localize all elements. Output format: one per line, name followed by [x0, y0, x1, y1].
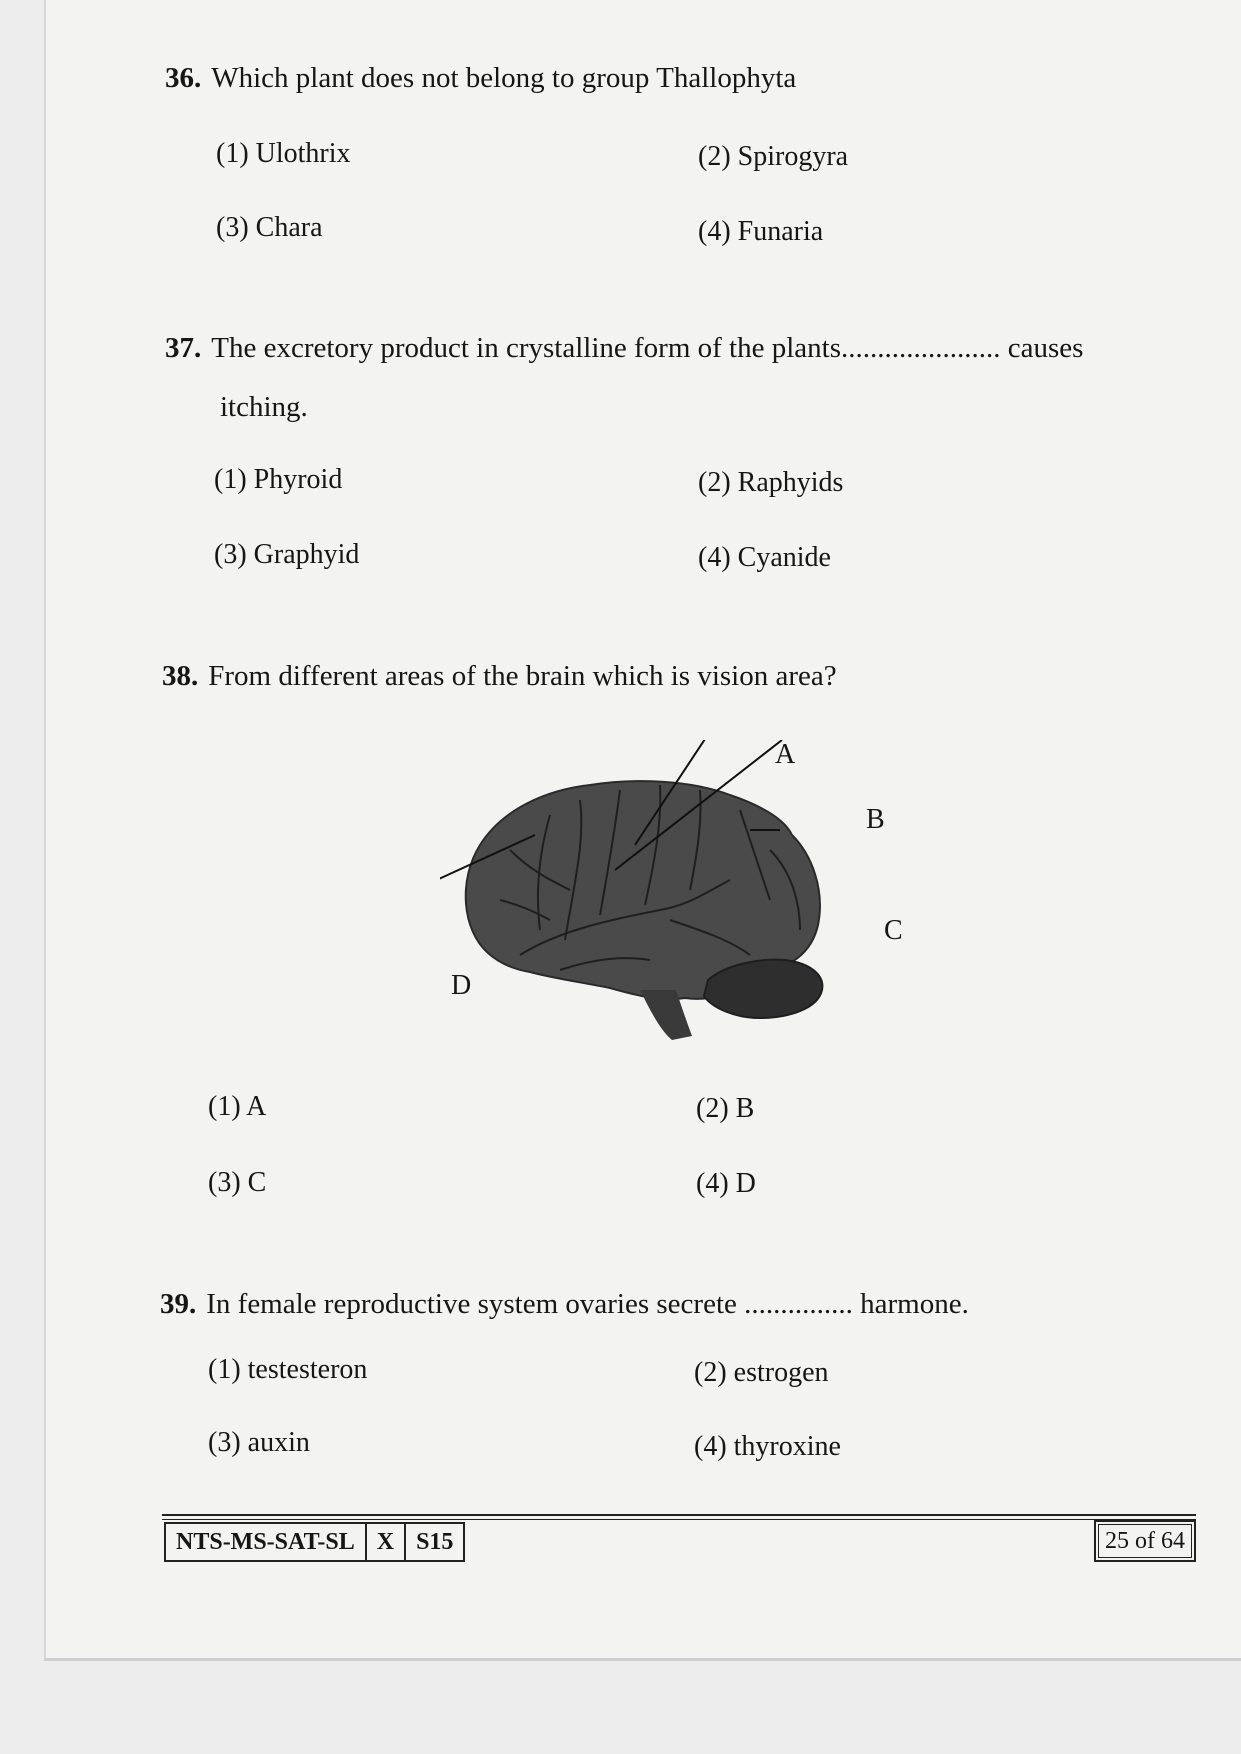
question-text: In female reproductive system ovaries secrete ............... harmone. — [206, 1288, 969, 1320]
label-d: D — [451, 970, 472, 1001]
question-37 — [165, 330, 1083, 366]
paper-code: NTS-MS-SAT-SL — [166, 1524, 367, 1560]
label-c: C — [884, 915, 903, 946]
footer-rule-thin — [162, 1519, 1196, 1520]
option-36-2: (2) Spirogyra — [698, 141, 849, 172]
paper-class: X — [367, 1524, 406, 1560]
question-38 — [162, 658, 837, 694]
option-39-3: (3) auxin — [208, 1427, 310, 1458]
question-number: 36. — [165, 62, 202, 94]
sheet-edge — [44, 1658, 1241, 1661]
option-39-2: (2) estrogen — [694, 1357, 829, 1388]
paper-series: S15 — [416, 1529, 454, 1555]
question-36 — [165, 60, 796, 96]
paper-code-box — [164, 1522, 465, 1562]
question-number: 39. — [160, 1288, 197, 1320]
option-36-4: (4) Funaria — [698, 216, 824, 247]
option-39-1: (1) testesteron — [208, 1354, 368, 1385]
option-37-2: (2) Raphyids — [698, 467, 844, 498]
label-b: B — [866, 804, 885, 835]
question-text: Which plant does not belong to group Thallophyta — [211, 62, 797, 94]
question-text: The excretory product in crystalline form of the plants...................... causes — [211, 332, 1084, 364]
question-37-continuation: itching. — [220, 391, 308, 423]
option-38-3: (3) C — [208, 1167, 267, 1198]
page-number: 25 of 64 — [1105, 1528, 1185, 1554]
page-number-box — [1094, 1520, 1196, 1562]
brain-diagram — [440, 740, 900, 1060]
question-number: 37. — [165, 332, 202, 364]
question-text: From different areas of the brain which is vision area? — [208, 660, 837, 692]
option-38-1: (1) A — [208, 1091, 267, 1122]
option-36-3: (3) Chara — [216, 212, 323, 243]
option-36-1: (1) Ulothrix — [216, 138, 351, 169]
option-37-3: (3) Graphyid — [214, 539, 360, 570]
page-box-frame — [1098, 1524, 1192, 1558]
question-number: 38. — [162, 660, 199, 692]
option-39-4: (4) thyroxine — [694, 1431, 841, 1462]
question-39 — [160, 1286, 969, 1322]
option-38-2: (2) B — [696, 1093, 755, 1124]
footer-rule — [162, 1514, 1196, 1516]
brain-illustration — [440, 740, 900, 1060]
option-37-1: (1) Phyroid — [214, 464, 343, 495]
option-37-4: (4) Cyanide — [698, 542, 831, 573]
option-38-4: (4) D — [696, 1168, 756, 1199]
label-a: A — [775, 739, 796, 770]
